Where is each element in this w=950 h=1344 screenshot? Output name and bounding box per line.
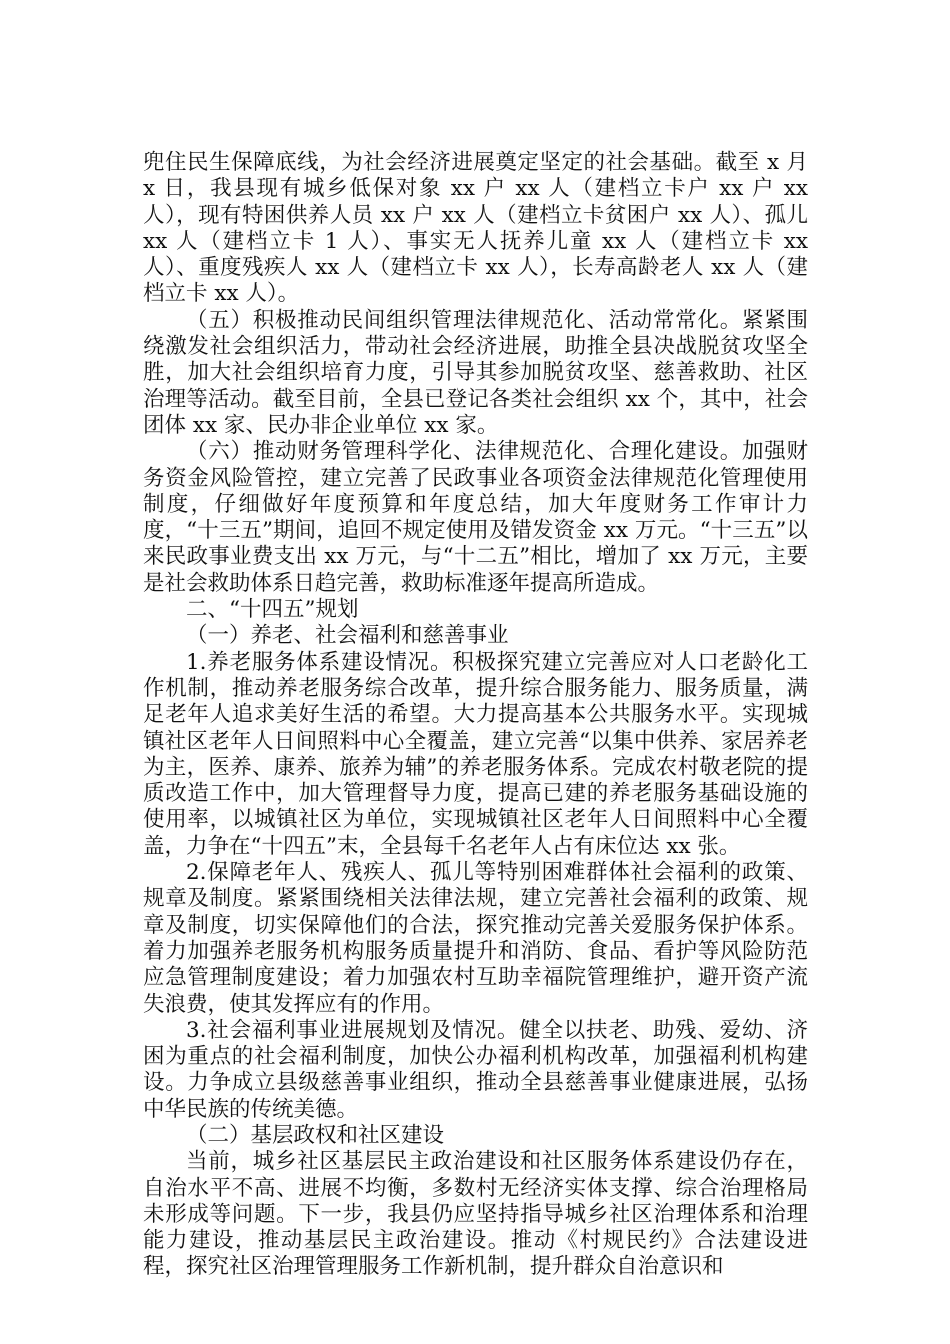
heading-subsection-2: （二）基层政权和社区建设: [186, 1122, 445, 1148]
paragraph-section-5: （五）积极推动民间组织管理法律规范化、活动常常化。紧紧围绕激发社会组织活力，带动社会经济进展，助推全县决战脱贫攻坚全胜，加大社会组织培育力度，引导其参加脱贫攻坚、慈善救助、社区治理等活动。截至目前，全县已登记各类社会组织 xx 个，其中，社会团体 xx 家、民办非企业单位 xx 家。: [143, 307, 808, 438]
paragraph-community: 当前，城乡社区基层民主政治建设和社区服务体系建设仍存在，自治水平不高、进展不均衡，多数村无经济实体支撑、综合治理格局未形成等问题。下一步，我县仍应坚持指导城乡社区治理体系和治理能力建设，推动基层民主政治建设。推动《村规民约》合法建设进程，探究社区治理管理服务工作新机制，提升群众自治意识和: [143, 1149, 808, 1280]
heading-part-2: 二、“十四五”规划: [186, 597, 359, 623]
paragraph-continuation: 兜住民生保障底线，为社会经济进展奠定坚定的社会基础。截至 x 月 x 日，我县现有城乡低保对象 xx 户 xx 人（建档立卡户 xx 户 xx 人），现有特困供养人员 xx 户 xx 人（建档立卡贫困户 xx 人）、孤儿 xx 人（建档立卡 1 人）、事实无人抚养儿童 xx 人（建档立卡 xx 人）、重度残疾人 xx 人（建档立卡 xx 人），长寿高龄老人 xx 人（建档立卡 xx 人）。: [143, 150, 808, 307]
heading-subsection-1: （一）养老、社会福利和慈善事业: [186, 623, 509, 649]
paragraph-item-1: 1.养老服务体系建设情况。积极探究建立完善应对人口老龄化工作机制，推动养老服务综合改革，提升综合服务能力、服务质量，满足老年人追求美好生活的希望。大力提高基本公共服务水平。实现城镇社区老年人日间照料中心全覆盖，建立完善“以集中供养、家居养老为主，医养、康养、旅养为辅”的养老服务体系。完成农村敬老院的提质改造工作中，加大管理督导力度，提高已建的养老服务基础设施的使用率，以城镇社区为单位，实现城镇社区老年人日间照料中心全覆盖，力争在“十四五”末，全县每千名老年人占有床位达 xx 张。: [143, 649, 808, 859]
document-body: [143, 150, 808, 1281]
paragraph-item-2: 2.保障老年人、残疾人、孤儿等特别困难群体社会福利的政策、规章及制度。紧紧围绕相关法律法规，建立完善社会福利的政策、规章及制度，切实保障他们的合法，探究推动完善关爱服务保护体系。着力加强养老服务机构服务质量提升和消防、食品、看护等风险防范应急管理制度建设；着力加强农村互助幸福院管理维护，避开资产流失浪费，使其发挥应有的作用。: [143, 860, 808, 1017]
paragraph-section-6: （六）推动财务管理科学化、法律规范化、合理化建设。加强财务资金风险管控，建立完善了民政事业各项资金法律规范化管理使用制度，仔细做好年度预算和年度总结，加大年度财务工作审计力度，“十三五”期间，追回不规定使用及错发资金 xx 万元。“十三五”以来民政事业费支出 xx 万元，与“十二五”相比，增加了 xx 万元，主要是社会救助体系日趋完善，救助标准逐年提高所造成。: [143, 439, 808, 596]
paragraph-item-3: 3.社会福利事业进展规划及情况。健全以扶老、助残、爱幼、济困为重点的社会福利制度，加快公办福利机构改革，加强福利机构建设。力争成立县级慈善事业组织，推动全县慈善事业健康进展，弘扬中华民族的传统美德。: [143, 1017, 808, 1122]
